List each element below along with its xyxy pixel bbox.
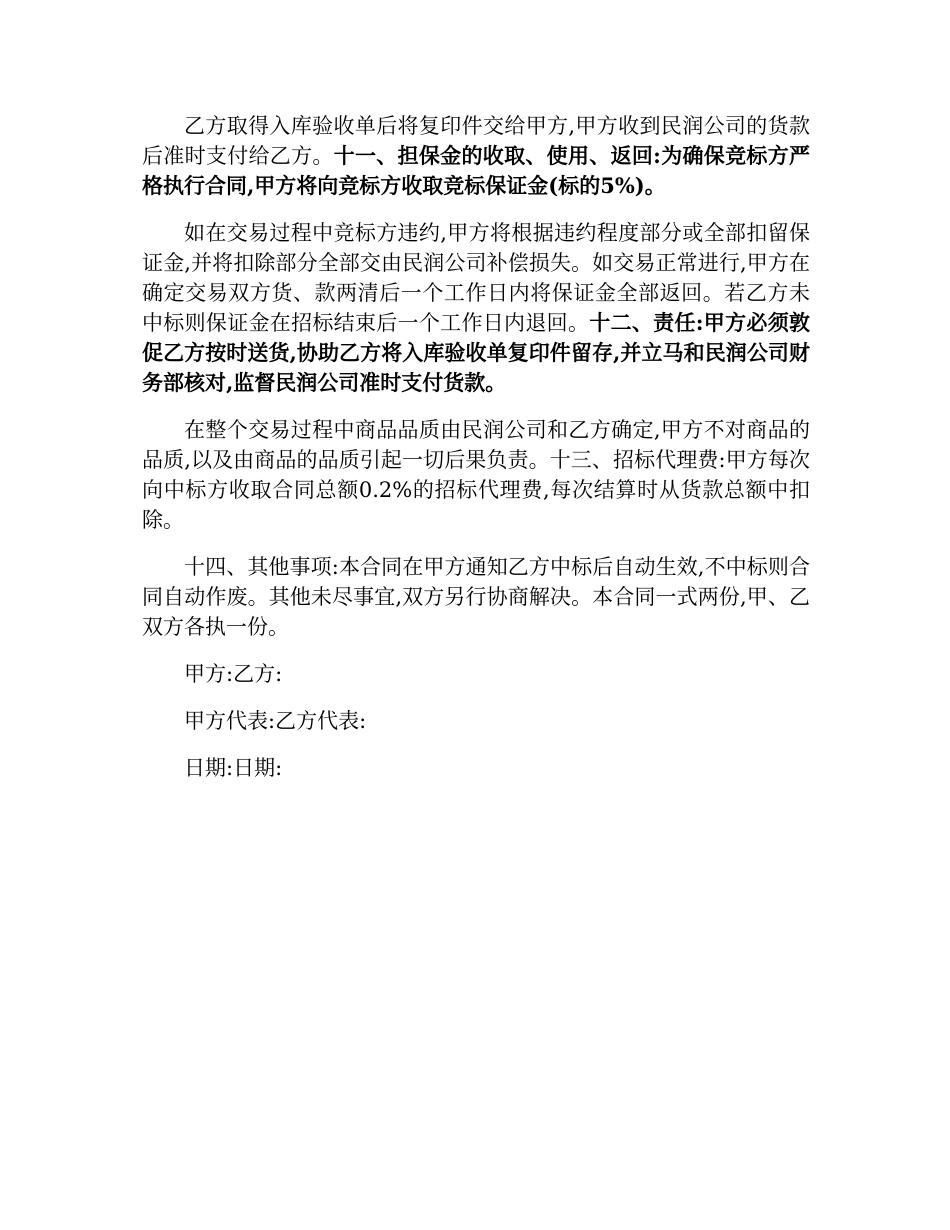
- signature-date-line: 日期:日期:: [184, 756, 283, 780]
- paragraph-text: 如在交易过程中竞标方违约,甲方将根据违约程度部分或全部扣留保证金,并将扣除部分全部交由民润公司补偿损失。如交易正常进行,甲方在确定交易双方货、款两清后一个工作日内将保证金全部返回。若乙方未中标则保证金在招标结束后一个工作日内退回。: [142, 221, 810, 335]
- paragraph-clause-14: [142, 552, 810, 642]
- paragraph-clause-11: [142, 111, 810, 201]
- paragraph-text: 乙方取得入库验收单后将复印件交给甲方,甲方收到民润公司的货款后准时支付给乙方。: [142, 114, 810, 168]
- paragraph-text: 在整个交易过程中商品品质由民润公司和乙方确定,甲方不对商品的品质,以及由商品的品质引起一切后果负责。十三、招标代理费:甲方每次向中标方收取合同总额0.2%的招标代理费,每次结算时从货款总额中扣除。: [142, 418, 810, 532]
- clause-heading-bold: 十二、责任:甲方必须敦促乙方按时送货,协助乙方将入库验收单复印件留存,并立马和民润公司财务部核对,监督民润公司准时支付货款。: [142, 310, 810, 395]
- paragraph-clause-13: [142, 415, 810, 535]
- clause-heading-bold: 十一、担保金的收取、使用、返回:为确保竞标方严格执行合同,甲方将向竞标方收取竞标保证金(标的5%)。: [142, 143, 811, 198]
- paragraph-clause-12: [142, 218, 810, 398]
- signature-representative-line: 甲方代表:乙方代表:: [184, 709, 367, 733]
- signature-party-line: 甲方:乙方:: [184, 662, 283, 686]
- paragraph-text: 十四、其他事项:本合同在甲方通知乙方中标后自动生效,不中标则合同自动作废。其他未尽事宜,双方另行协商解决。本合同一式两份,甲、乙双方各执一份。: [142, 555, 810, 639]
- document-page: [142, 111, 810, 800]
